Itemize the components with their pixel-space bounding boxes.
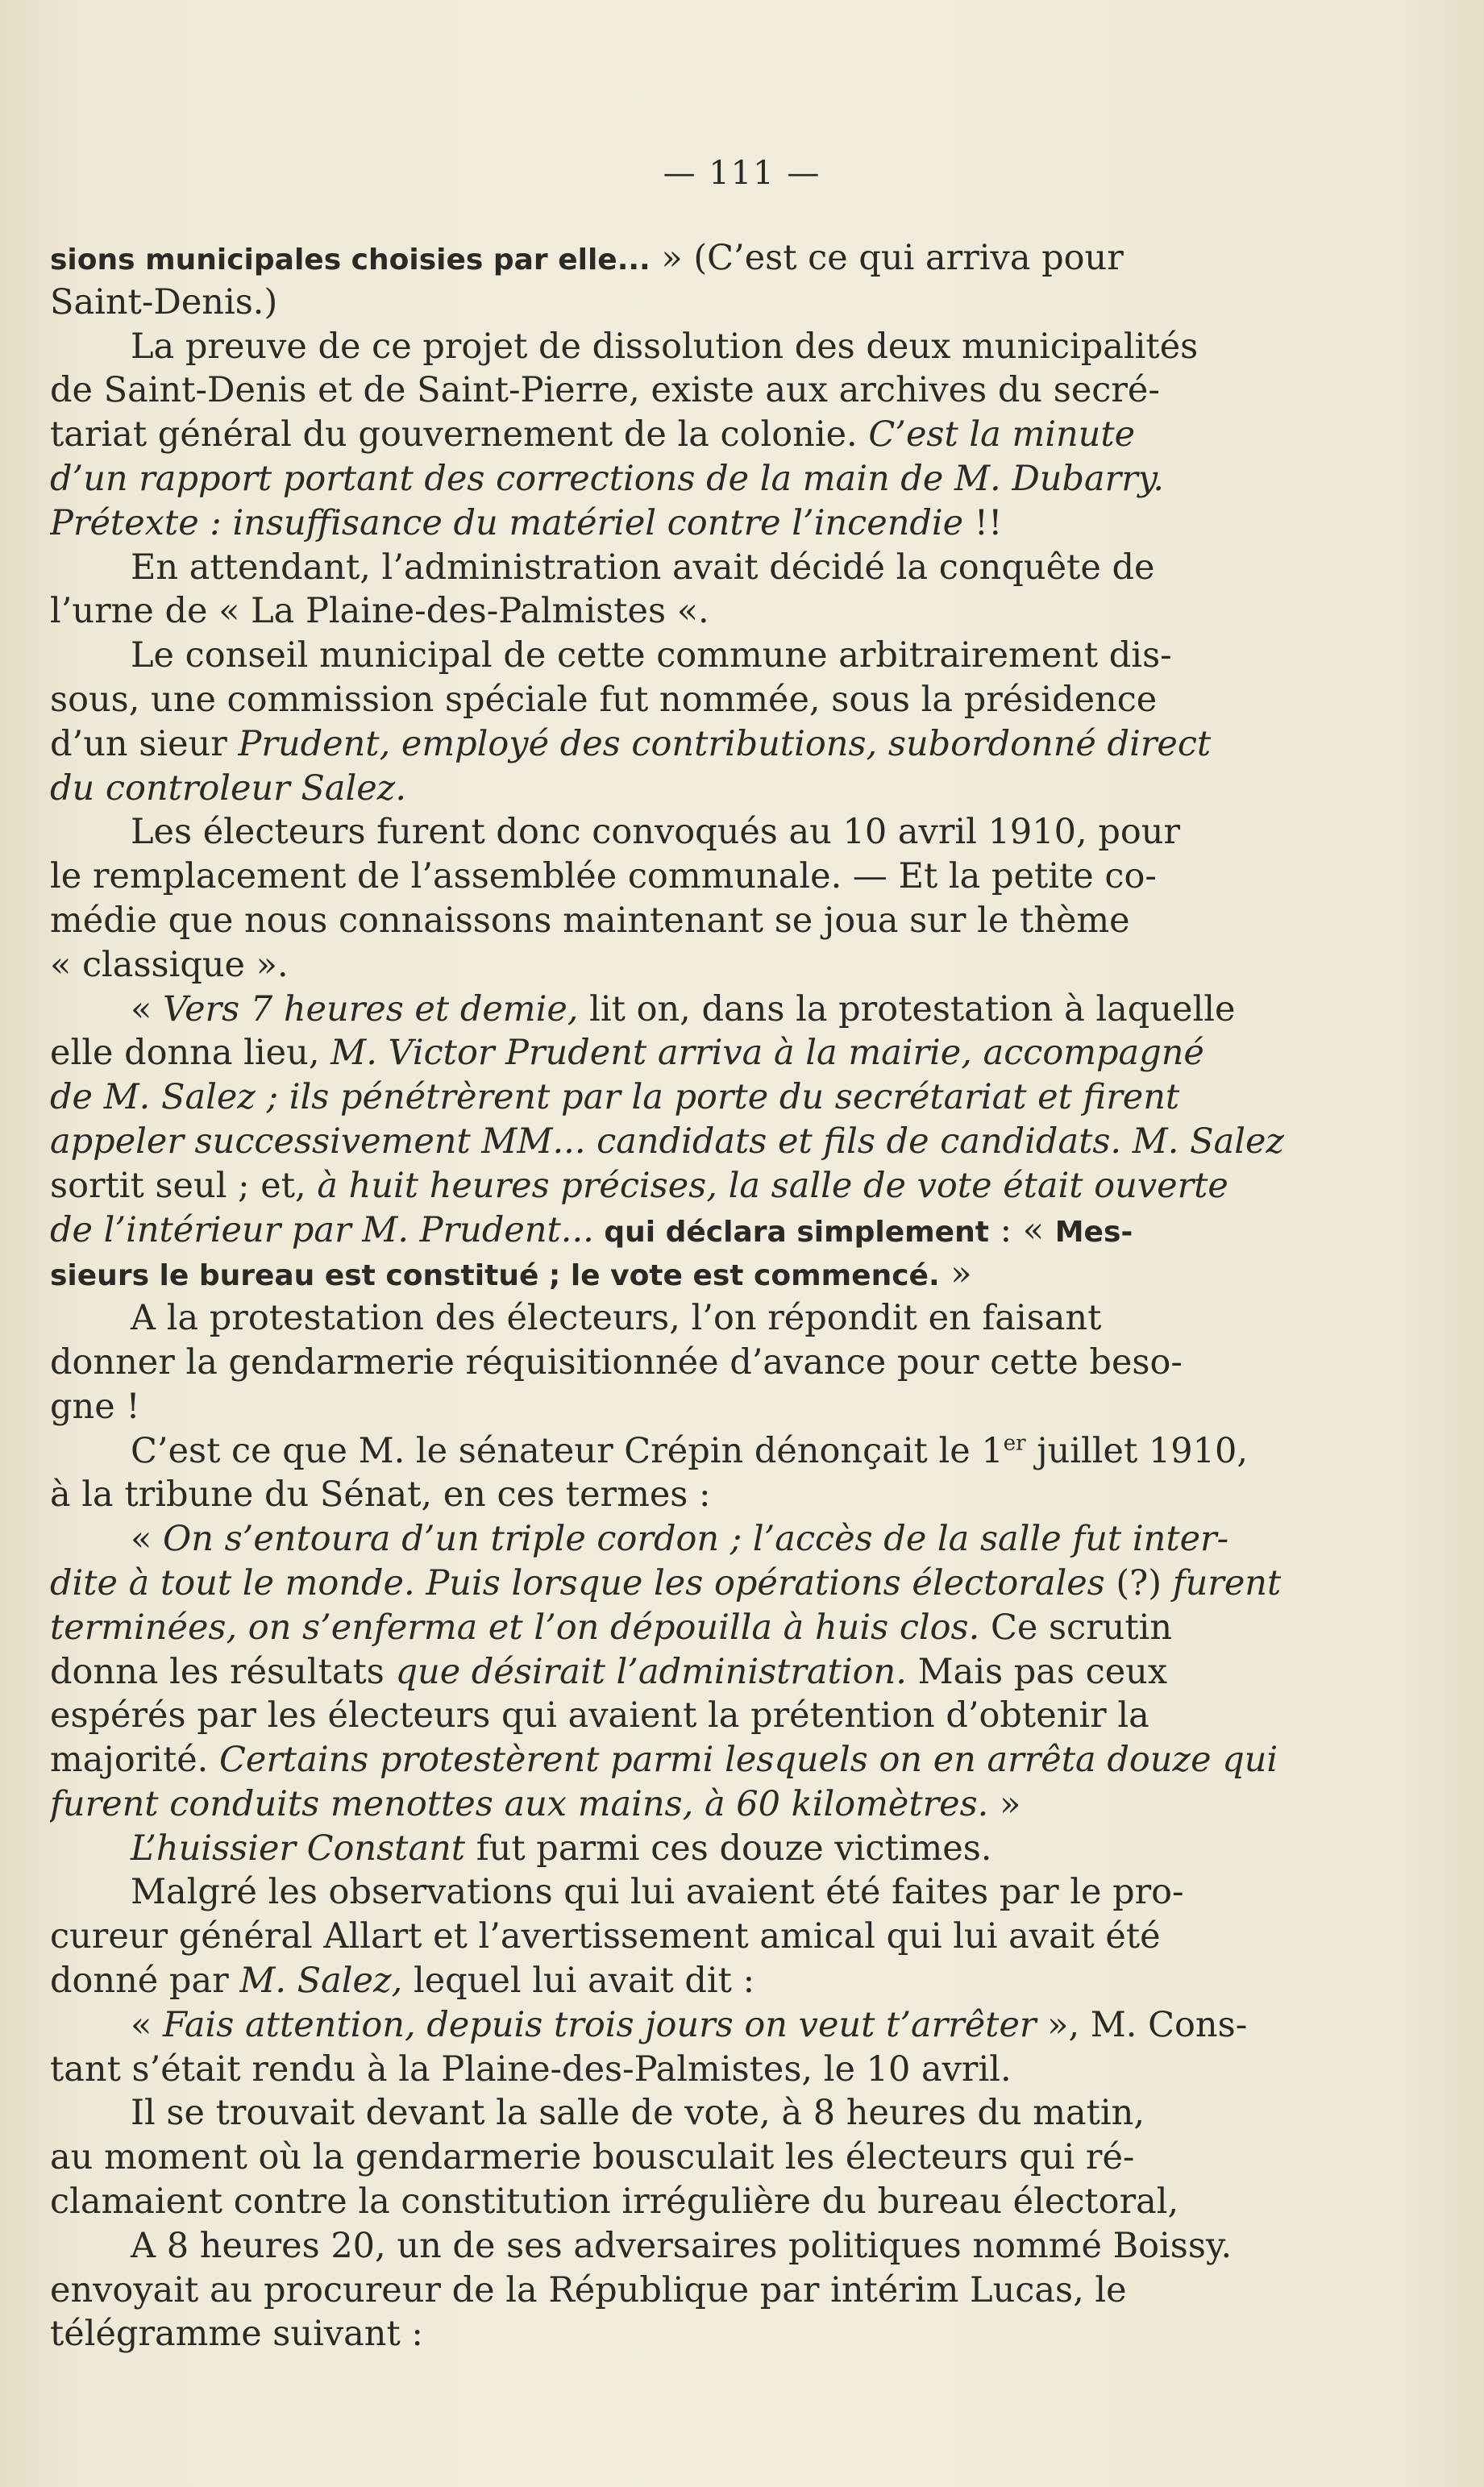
text-segment: elle donna lieu, xyxy=(50,1033,331,1074)
italic-text: appeler successivement MM... candidats et fils de candidats. M. Salez xyxy=(50,1121,1285,1162)
text-line xyxy=(50,1738,1340,1782)
italic-text: de l’intérieur par M. Prudent... xyxy=(50,1209,594,1250)
text-line xyxy=(50,2312,1340,2356)
italic-text: M. Salez, xyxy=(239,1961,403,2002)
text-line xyxy=(50,589,1340,634)
text-segment: « xyxy=(131,2004,163,2045)
text-segment: au moment où la gendarmerie bousculait les électeurs qui ré- xyxy=(50,2137,1135,2178)
text-line xyxy=(50,546,1340,590)
text-segment: donné par xyxy=(50,1961,240,2002)
italic-text: L’huissier Constant xyxy=(131,1828,466,1869)
text-line xyxy=(50,2224,1340,2269)
text-segment: » xyxy=(988,1783,1021,1824)
text-line xyxy=(50,325,1340,369)
text-segment: majorité. xyxy=(50,1740,220,1781)
italic-text: dite à tout le monde. Puis lorsque les opérations électorales xyxy=(50,1562,1105,1603)
italic-text: Prétexte : insuffisance du matériel contre l’incendie xyxy=(50,502,964,543)
text-line xyxy=(50,1650,1340,1695)
text-segment: de Saint-Denis et de Saint-Pierre, existe aux archives du secré- xyxy=(50,370,1160,411)
text-segment: donna les résultats xyxy=(50,1651,396,1692)
text-segment: Le conseil municipal de cette commune arbitrairement dis- xyxy=(131,635,1172,676)
italic-text: du controleur Salez. xyxy=(50,767,407,809)
text-line xyxy=(50,678,1340,722)
text-segment: sous, une commission spéciale fut nommée, sous la présidence xyxy=(50,679,1158,720)
bold-text: sions municipales choisies par elle... xyxy=(50,243,651,277)
text-line xyxy=(50,1075,1340,1120)
italic-text: terminées, on s’enferma et l’on dépouilla à huis clos. xyxy=(50,1607,980,1648)
text-segment: « xyxy=(131,988,163,1029)
text-segment: d’un sieur xyxy=(50,723,239,764)
text-segment: A la protestation des électeurs, l’on répondit en faisant xyxy=(131,1298,1102,1339)
italic-text: à huit heures précises, la salle de vote était ouverte xyxy=(317,1165,1228,1206)
text-line xyxy=(50,1562,1340,1606)
text-segment: sortit seul ; et, xyxy=(50,1165,318,1206)
text-line xyxy=(50,2048,1340,2092)
text-segment: !! xyxy=(963,502,1003,543)
bold-text: Mes- xyxy=(1054,1215,1133,1249)
text-segment: Il se trouvait devant la salle de vote, à 8 heures du matin, xyxy=(131,2093,1145,2134)
text-segment: à la tribune du Sénat, en ces termes : xyxy=(50,1474,711,1516)
text-segment: le remplacement de l’assemblée communale. — Et la petite co- xyxy=(50,856,1157,897)
italic-text: Fais attention, depuis trois jours on veut t’arrêter xyxy=(162,2004,1037,2045)
text-line xyxy=(50,2091,1340,2136)
text-line xyxy=(50,1341,1340,1385)
superscript: er xyxy=(1003,1431,1026,1456)
text-segment: tant s’était rendu à la Plaine-des-Palmistes, le 10 avril. xyxy=(50,2048,1012,2090)
text-segment: C’est ce que M. le sénateur Crépin dénonçait le 1 xyxy=(131,1430,1004,1471)
text-line xyxy=(50,1827,1340,1871)
italic-text: furent xyxy=(1172,1562,1282,1603)
italic-text: C’est la minute xyxy=(868,414,1136,455)
text-line xyxy=(50,767,1340,811)
bold-text: sieurs le bureau est constitué ; le vote est commencé. xyxy=(50,1259,940,1293)
text-line xyxy=(50,236,1340,281)
text-line xyxy=(50,281,1340,325)
text-segment: espérés par les électeurs qui avaient la prétention d’obtenir la xyxy=(50,1695,1149,1736)
text-segment: gne ! xyxy=(50,1386,140,1427)
text-segment: médie que nous connaissons maintenant se joua sur le thème xyxy=(50,900,1130,941)
text-line xyxy=(50,899,1340,943)
text-segment: donner la gendarmerie réquisitionnée d’avance pour cette beso- xyxy=(50,1341,1183,1383)
text-segment: En attendant, l’administration avait décidé la conquête de xyxy=(131,547,1155,588)
italic-text: que désirait l’administration. xyxy=(395,1651,907,1692)
text-segment: » (C’est ce qui arriva pour xyxy=(650,238,1124,278)
text-line xyxy=(50,1429,1340,1474)
text-line xyxy=(50,1473,1340,1517)
text-line xyxy=(50,501,1340,546)
text-line xyxy=(50,368,1340,413)
text-segment: envoyait au procureur de la République par intérim Lucas, le xyxy=(50,2269,1127,2310)
text-line xyxy=(50,988,1340,1032)
text-segment: Saint-Denis.) xyxy=(50,281,278,322)
text-segment: La preuve de ce projet de dissolution des deux municipalités xyxy=(131,326,1199,367)
text-line xyxy=(50,1120,1340,1164)
italic-text: On s’entoura d’un triple cordon ; l’accès de la salle fut inter- xyxy=(162,1519,1229,1560)
italic-text: Vers 7 heures et demie, xyxy=(162,988,579,1029)
text-segment: » xyxy=(939,1254,972,1295)
italic-text: furent conduits menottes aux mains, à 60 kilomètres. xyxy=(50,1783,989,1824)
text-segment: A 8 heures 20, un de ses adversaires politiques nommé Boissy. xyxy=(131,2225,1233,2266)
italic-text: d’un rapport portant des corrections de la main de M. Dubarry. xyxy=(50,458,1165,499)
text-segment: lit on, dans la protestation à laquelle xyxy=(578,988,1236,1029)
italic-text: Prudent, employé des contributions, subordonné direct xyxy=(238,723,1212,764)
body-text xyxy=(50,236,1340,2356)
text-segment: Mais pas ceux xyxy=(906,1651,1168,1692)
text-line xyxy=(50,1606,1340,1650)
text-line xyxy=(50,2269,1340,2313)
text-line xyxy=(50,2180,1340,2224)
text-line xyxy=(50,1782,1340,1827)
text-segment: lequel lui avait dit : xyxy=(402,1961,755,2002)
text-segment: Les électeurs furent donc convoqués au 10 avril 1910, pour xyxy=(131,812,1181,853)
text-line xyxy=(50,810,1340,855)
italic-text: de M. Salez ; ils pénétrèrent par la porte du secrétariat et firent xyxy=(50,1077,1180,1118)
text-line xyxy=(50,1031,1340,1075)
page-number: — 111 — xyxy=(663,155,821,192)
text-line xyxy=(50,1517,1340,1562)
text-segment: (?) xyxy=(1104,1562,1173,1603)
text-line xyxy=(50,1385,1340,1429)
text-segment: clamaient contre la constitution irrégulière du bureau électoral, xyxy=(50,2181,1179,2223)
text-line xyxy=(50,2003,1340,2048)
italic-text: M. Victor Prudent arriva à la mairie, accompagné xyxy=(330,1033,1204,1074)
text-line xyxy=(50,1208,1340,1253)
text-segment: Ce scrutin xyxy=(979,1607,1173,1648)
text-line xyxy=(50,2136,1340,2180)
text-segment: Malgré les observations qui lui avaient été faites par le pro- xyxy=(131,1872,1184,1913)
text-line xyxy=(50,1296,1340,1341)
text-segment: télégramme suivant : xyxy=(50,2314,423,2355)
text-segment: cureur général Allart et l’avertissement amical qui lui avait été xyxy=(50,1916,1161,1957)
text-line xyxy=(50,1870,1340,1915)
text-line xyxy=(50,1915,1340,1959)
text-line xyxy=(50,1252,1340,1296)
text-segment: tariat général du gouvernement de la colonie. xyxy=(50,414,869,455)
italic-text: Certains protestèrent parmi lesquels on en arrêta douze qui xyxy=(219,1740,1278,1781)
text-segment: », M. Cons- xyxy=(1036,2004,1248,2045)
text-line xyxy=(50,1959,1340,2003)
text-segment: l’urne de « La Plaine-des-Palmistes «. xyxy=(50,591,709,632)
text-segment: juillet 1910, xyxy=(1025,1430,1249,1471)
bold-text: qui déclara simplement xyxy=(593,1215,989,1249)
text-line xyxy=(50,722,1340,767)
text-segment: « xyxy=(131,1519,163,1560)
text-line xyxy=(50,855,1340,899)
text-line xyxy=(50,457,1340,501)
text-line xyxy=(50,413,1340,457)
text-segment: : « xyxy=(988,1209,1055,1250)
text-segment: « classique ». xyxy=(50,944,289,985)
text-line xyxy=(50,1694,1340,1738)
text-line xyxy=(50,943,1340,988)
text-line xyxy=(50,634,1340,678)
text-segment: fut parmi ces douze victimes. xyxy=(465,1828,992,1869)
text-line xyxy=(50,1164,1340,1208)
